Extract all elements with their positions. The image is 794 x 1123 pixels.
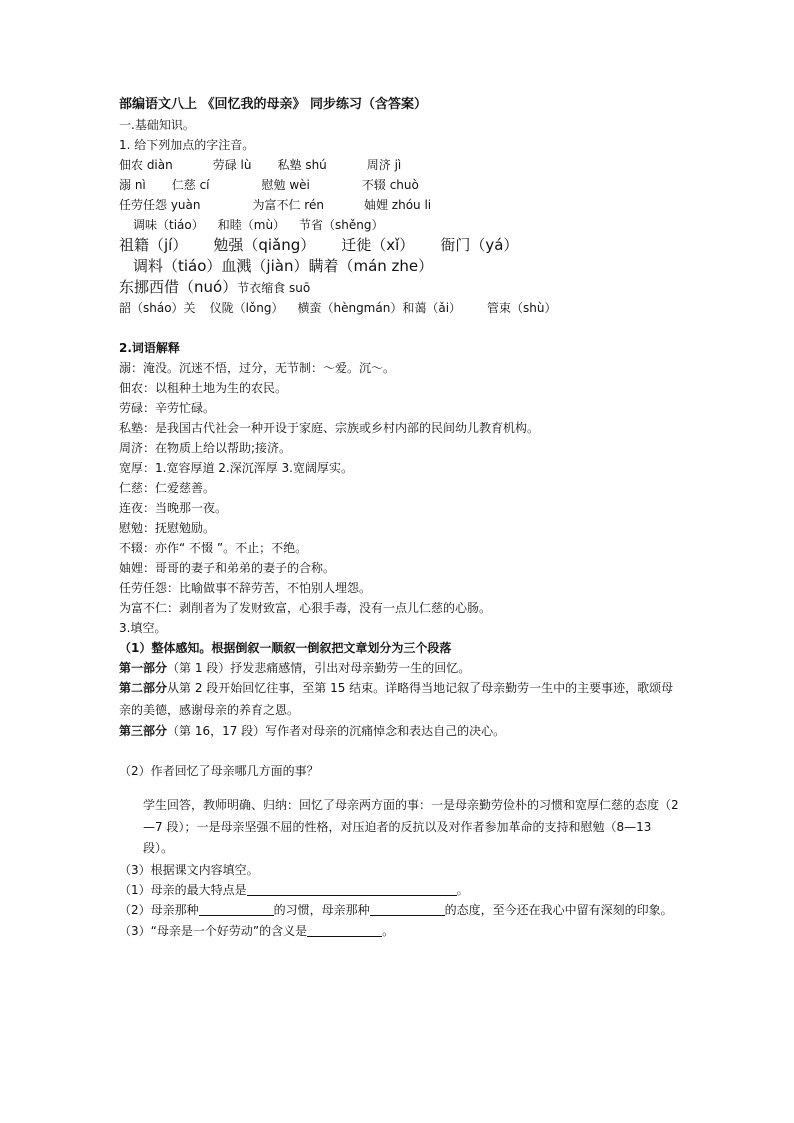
- part-2-text: 从第 2 段开始回忆往事，至第 15 结束。详略得当地记叙了母亲勤劳一生中的主要事迹，歌颂母亲的美德，感谢母亲的养育之恩。: [119, 681, 674, 717]
- vocab-item: 宽厚：1.宽容厚道 2.深沉浑厚 3.宽阔厚实。: [119, 461, 353, 475]
- spacer: [119, 318, 679, 338]
- pinyin-row-1: [119, 155, 679, 175]
- vocab-item: 为富不仁：剥削者为了发财致富，心狠手毒，没有一点儿仁慈的心肠。: [119, 601, 492, 615]
- spacer: [119, 741, 679, 761]
- fill-question-3: [119, 921, 679, 941]
- document-title: 部编语文八上 《回忆我的母亲》 同步练习（含答案）: [119, 97, 428, 112]
- part-2-label: 第二部分: [119, 681, 168, 695]
- pinyin-row-8: [119, 298, 679, 318]
- pinyin-row-4: [119, 215, 679, 235]
- section-heading-vocab: 2.词语解释: [119, 341, 180, 355]
- fill-sub-3: （3）根据课文内容填空。: [119, 862, 259, 877]
- pinyin-item: 节衣缩食 suō: [237, 281, 311, 295]
- document-content: [119, 95, 679, 941]
- pinyin-item: 仁慈 cí: [171, 178, 210, 192]
- part-2: [119, 678, 679, 721]
- vocab-item: 连夜：当晚那一夜。: [119, 501, 228, 515]
- fill-question-2-prompt: （2）母亲那种: [119, 902, 199, 917]
- pinyin-item: 和睦（mù）: [217, 218, 286, 232]
- pinyin-item: 妯娌 zhóu li: [363, 198, 432, 212]
- pinyin-item: 劳碌 lù: [212, 158, 252, 172]
- pinyin-item: 不辍 chuò: [361, 178, 419, 192]
- pinyin-item: 东挪西借（nuó）: [119, 278, 238, 296]
- vocab-item: 溺：淹没。沉迷不悟，过分，无节制：～爱。沉～。: [119, 361, 396, 375]
- vocab-item: 仁慈：仁爱慈善。: [119, 481, 216, 495]
- pinyin-item: 佃农 diàn: [119, 158, 173, 172]
- question-1: 1. 给下列加点的字注音。: [119, 138, 255, 152]
- pinyin-item: 节省（shěng）: [299, 218, 384, 232]
- pinyin-item: 勉强（qiǎng）: [213, 236, 316, 254]
- pinyin-row-6: [119, 256, 679, 277]
- pinyin-row-5: [119, 235, 679, 256]
- pinyin-item: 任劳任怨 yuàn: [119, 198, 201, 212]
- vocab-item: 慰勉：抚慰勉励。: [119, 521, 216, 535]
- part-3: [119, 721, 679, 741]
- pinyin-item: 周济 jì: [366, 158, 402, 172]
- part-1-label: 第一部分: [119, 661, 168, 675]
- pinyin-row-7: [119, 277, 679, 298]
- pinyin-item: 祖籍（jí）: [119, 236, 188, 254]
- section-heading-fill: 3.填空。: [119, 621, 167, 635]
- fill-question-2-mid: 的习惯，母亲那种: [273, 902, 370, 917]
- pinyin-item: 血溅（jiàn）: [221, 257, 309, 275]
- pinyin-item: 管束（shù）: [487, 301, 557, 315]
- fill-question-3-end: 。: [382, 924, 395, 938]
- section-heading-basics: 一.基础知识。: [119, 118, 195, 132]
- fill-question-1-prompt: （1）母亲的最大特点是: [119, 882, 247, 897]
- pinyin-item: 仪陇（lǒng）: [209, 301, 284, 315]
- pinyin-item: 私塾 shú: [277, 158, 327, 172]
- fill-sub-2: （2）作者回忆了母亲哪几方面的事？: [119, 764, 319, 778]
- pinyin-item: 调味（tiáo）: [133, 218, 204, 232]
- answer-blank[interactable]: [307, 922, 382, 937]
- pinyin-row-3: [119, 195, 679, 215]
- fill-question-1: [119, 880, 679, 900]
- answer-paragraph: 学生回答，教师明确、归纳：回忆了母亲两方面的事：一是母亲勤劳俭朴的习惯和宽厚仁慈的态度（2—7 段）；一是母亲坚强不屈的性格，对压迫者的反抗以及对作者参加革命的支持和慰勉（8—13 段）。: [143, 798, 679, 855]
- pinyin-item: 迁徙（xǐ）: [341, 236, 415, 254]
- vocab-item: 周济：在物质上给以帮助;接济。: [119, 441, 292, 455]
- part-1: [119, 658, 679, 678]
- fill-question-2: [119, 900, 679, 922]
- pinyin-item: 溺 nì: [119, 178, 146, 192]
- part-3-label: 第三部分: [119, 724, 168, 738]
- answer-blank[interactable]: [370, 901, 445, 916]
- vocab-item: 劳碌：辛劳忙碌。: [119, 401, 216, 415]
- pinyin-item: 瞒着（mán zhe）: [308, 257, 434, 275]
- part-1-text: （第 1 段）抒发悲痛感情，引出对母亲勤劳一生的回忆。: [167, 661, 471, 675]
- pinyin-item: 韶（sháo）关: [119, 301, 196, 315]
- fill-question-3-prompt: （3）“母亲是一个好劳动”的含义是: [119, 924, 308, 938]
- vocab-item: 私塾：是我国古代社会一种开设于家庭、宗族或乡村内部的民间幼儿教育机构。: [119, 421, 540, 435]
- fill-sub-1: （1）整体感知。根据倒叙一顺叙一倒叙把文章划分为三个段落: [119, 641, 452, 655]
- pinyin-item: 衙门（yá）: [440, 236, 519, 254]
- vocab-item: 任劳任怨：比喻做事不辞劳苦，不怕别人埋怨。: [119, 581, 372, 595]
- vocab-item: 佃农：以租种土地为生的农民。: [119, 381, 288, 395]
- spacer: [119, 781, 679, 795]
- pinyin-item: 为富不仁 rén: [252, 198, 324, 212]
- vocab-item: 不辍：亦作“ 不惙 ”。不止；不绝。: [119, 541, 308, 555]
- fill-question-1-end: 。: [456, 882, 469, 897]
- pinyin-item: 慰勉 wèi: [261, 178, 310, 192]
- answer-blank[interactable]: [247, 881, 457, 896]
- vocab-item: 妯娌：哥哥的妻子和弟弟的妻子的合称。: [119, 561, 336, 575]
- fill-question-2-end: 的态度，至今还在我心中留有深刻的印象。: [444, 902, 673, 917]
- pinyin-row-2: [119, 175, 679, 195]
- pinyin-item: 横蛮（hèngmán）: [297, 301, 403, 315]
- pinyin-item: 和蔼（ǎi）: [402, 301, 462, 315]
- pinyin-item: 调料（tiáo）: [133, 257, 222, 275]
- answer-blank[interactable]: [199, 901, 274, 916]
- part-3-text: （第 16，17 段）写作者对母亲的沉痛悼念和表达自己的决心。: [167, 724, 506, 738]
